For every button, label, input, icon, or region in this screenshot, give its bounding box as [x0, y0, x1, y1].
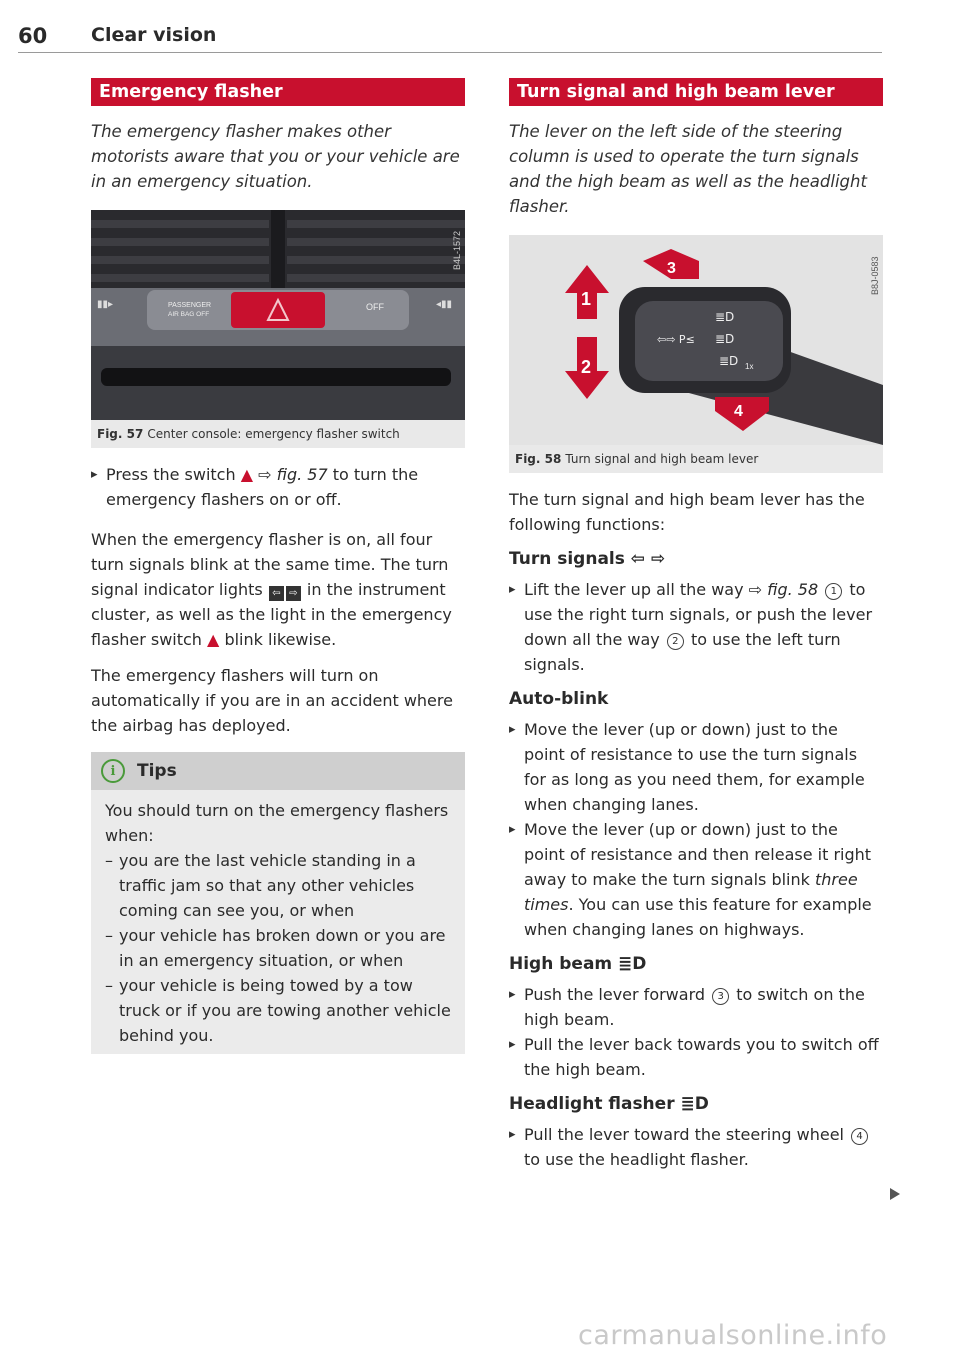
figure-reference[interactable]: ⇨ fig. 58: [748, 580, 819, 599]
figure-code: B8J-0583: [870, 256, 880, 295]
step-high-beam-2: ▸ Pull the lever back towards you to switch off the high beam.: [509, 1032, 883, 1082]
section-intro: The emergency flasher makes other motorists aware that you or your vehicle are in an emergency situation.: [91, 122, 460, 191]
step-auto-blink-2: ▸ Move the lever (up or down) just to the point of resistance and then release it right away to make the turn signals blink three times. You can use this feature for example when changing lanes on highways.: [509, 817, 883, 942]
figure-caption: Fig. 58 Turn signal and high beam lever: [515, 452, 759, 466]
tips-item: – your vehicle has broken down or you are in an emergency situation, or when: [105, 923, 451, 973]
section-title-turn-signal: Turn signal and high beam lever: [509, 78, 883, 106]
lever-symbols: ⇦⇨ P≤: [657, 333, 695, 346]
figure-reference[interactable]: ⇨ fig. 57: [258, 465, 328, 484]
section-title-emergency-flasher: Emergency flasher: [91, 78, 465, 106]
label-4: 4: [734, 403, 743, 420]
tips-title: Tips: [137, 761, 177, 781]
figure-caption: Fig. 57 Center console: emergency flasher switch: [97, 427, 400, 441]
callout-2: 2: [667, 633, 684, 650]
svg-text:▮▮▸: ▮▮▸: [97, 299, 114, 310]
tips-item: – your vehicle is being towed by a tow truck or if you are towing another vehicle behind you.: [105, 973, 451, 1048]
tips-lead: You should turn on the emergency flashers when:: [105, 801, 449, 845]
tips-body: [91, 790, 465, 1054]
lever-illustration: [509, 235, 883, 445]
section-intro: The lever on the left side of the steering column is used to operate the turn signals and the high beam as well as the headlight flasher.: [509, 122, 867, 216]
step-press-switch: ▸ Press the switch ▲ ⇨ fig. 57 to turn the emergency flashers on or off.: [91, 462, 465, 512]
header-divider: [18, 52, 882, 53]
step-auto-blink-1: ▸ Move the lever (up or down) just to the point of resistance to use the turn signals for as long as you need them, for example when changing lanes.: [509, 717, 883, 817]
tips-header: [91, 752, 465, 790]
hazard-icon: ▲: [207, 630, 220, 649]
high-beam-icon: ≣D: [719, 354, 739, 368]
callout-1: 1: [825, 583, 842, 600]
airbag-label-2: AIR BAG OFF: [168, 311, 210, 318]
step-turn-signals: ▸ Lift the lever up all the way ⇨ fig. 58 1 to use the right turn signals, or push the lever down all the way 2 to use the left turn signals.: [509, 577, 883, 677]
continue-arrow-icon: [890, 1188, 900, 1200]
hazard-icon: ▲: [240, 465, 254, 484]
heading-turn-signals: Turn signals ⇦ ⇨: [509, 549, 666, 569]
airbag-label-1: PASSENGER: [168, 302, 212, 309]
right-turn-indicator-icon: ⇨: [286, 586, 301, 601]
heading-headlight-flasher: Headlight flasher ≣D: [509, 1094, 709, 1114]
svg-text:◂▮▮: ◂▮▮: [436, 299, 453, 310]
paragraph-blink: When the emergency flasher is on, all four turn signals blink at the same time. The turn signal indicator lights ⇦ ⇨ in the instrument cluster, as well as the light in the emergency flasher switch ▲ blink likewise.: [91, 530, 452, 649]
onetime-label: 1x: [745, 362, 754, 371]
chapter-title: Clear vision: [91, 24, 217, 46]
step-high-beam-1: ▸ Push the lever forward 3 to switch on the high beam.: [509, 982, 883, 1032]
tips-item: – you are the last vehicle standing in a traffic jam so that any other vehicles coming can see you, or when: [105, 848, 451, 923]
page-number: 60: [18, 24, 48, 48]
step-headlight-flasher: ▸ Pull the lever toward the steering wheel 4 to use the headlight flasher.: [509, 1122, 883, 1172]
left-turn-indicator-icon: ⇦: [269, 586, 284, 601]
label-2: 2: [581, 357, 592, 377]
info-icon: i: [101, 759, 125, 783]
high-beam-icon: ≣D: [715, 310, 735, 324]
high-beam-icon: ≣D: [715, 332, 735, 346]
figure-58: [509, 235, 883, 473]
figure-57: [91, 210, 465, 448]
left-column: [91, 78, 465, 1054]
center-console-illustration: [91, 210, 465, 420]
lever-lead: The turn signal and high beam lever has the following functions:: [509, 490, 865, 534]
heading-auto-blink: Auto-blink: [509, 689, 609, 709]
right-column: [509, 78, 883, 1172]
paragraph-airbag: The emergency flashers will turn on automatically if you are in an accident where the airbag has deployed.: [91, 666, 453, 735]
callout-4: 4: [851, 1128, 868, 1145]
label-1: 1: [581, 289, 592, 309]
off-label: OFF: [366, 302, 384, 312]
heading-high-beam: High beam ≣D: [509, 954, 647, 974]
tips-box: [91, 752, 465, 1054]
callout-3: 3: [712, 988, 729, 1005]
figure-code: B4L-1572: [452, 230, 462, 270]
label-3: 3: [667, 260, 676, 277]
watermark: carmanualsonline.info: [578, 1320, 888, 1351]
